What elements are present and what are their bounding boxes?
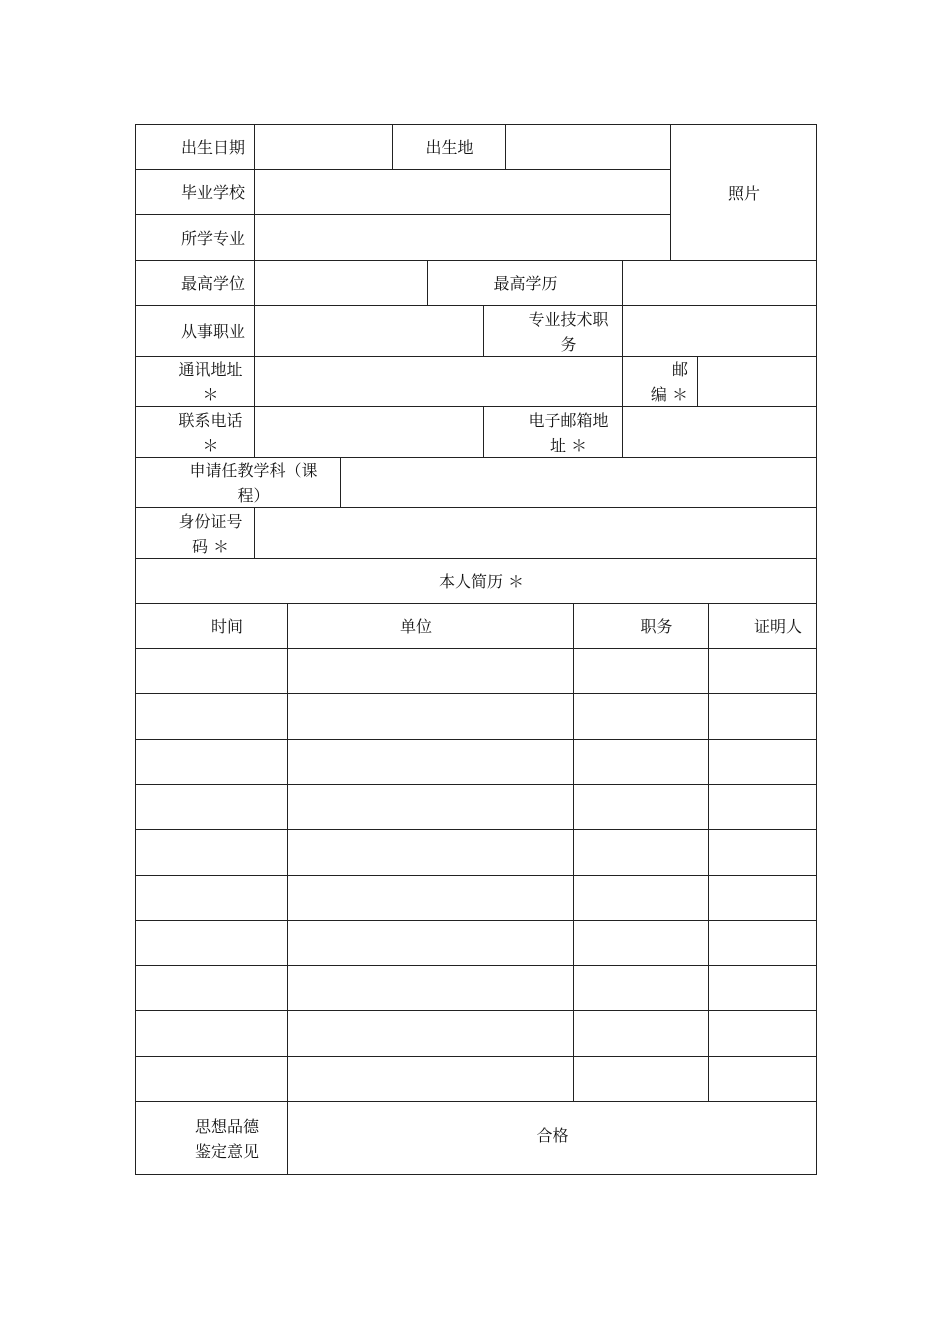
resume-cell-time[interactable] xyxy=(135,920,288,966)
resume-cell-time[interactable] xyxy=(135,739,288,785)
resume-cell-time[interactable] xyxy=(135,875,288,921)
field-phone[interactable] xyxy=(254,406,484,458)
resume-cell-witness[interactable] xyxy=(708,1056,817,1102)
field-occupation[interactable] xyxy=(254,305,484,357)
resume-cell-position[interactable] xyxy=(573,784,709,830)
field-teaching-subject[interactable] xyxy=(340,457,817,508)
field-birth-date[interactable] xyxy=(254,124,393,170)
resume-cell-unit[interactable] xyxy=(287,875,574,921)
resume-cell-unit[interactable] xyxy=(287,829,574,876)
resume-cell-position[interactable] xyxy=(573,829,709,876)
label-address: 通讯地址 ＊ xyxy=(135,356,255,407)
resume-cell-unit[interactable] xyxy=(287,920,574,966)
field-degree[interactable] xyxy=(254,260,428,306)
label-teaching-subject: 申请任教学科（课 程） xyxy=(135,457,341,508)
resume-cell-unit[interactable] xyxy=(287,965,574,1011)
label-professional-title: 专业技术职 务 xyxy=(483,305,623,357)
field-birth-place[interactable] xyxy=(505,124,671,170)
resume-cell-time[interactable] xyxy=(135,1056,288,1102)
resume-header-unit: 单位 xyxy=(287,603,574,649)
table-border-bottom xyxy=(135,1174,817,1175)
resume-cell-time[interactable] xyxy=(135,1010,288,1057)
resume-header-witness: 证明人 xyxy=(708,603,817,649)
resume-cell-unit[interactable] xyxy=(287,693,574,740)
resume-cell-position[interactable] xyxy=(573,875,709,921)
resume-cell-unit[interactable] xyxy=(287,784,574,830)
field-id-number[interactable] xyxy=(254,507,817,559)
resume-cell-unit[interactable] xyxy=(287,1010,574,1057)
resume-cell-position[interactable] xyxy=(573,648,709,694)
resume-cell-unit[interactable] xyxy=(287,739,574,785)
label-birth-place: 出生地 xyxy=(392,124,506,170)
resume-cell-time[interactable] xyxy=(135,648,288,694)
resume-cell-witness[interactable] xyxy=(708,784,817,830)
resume-cell-position[interactable] xyxy=(573,920,709,966)
resume-cell-time[interactable] xyxy=(135,965,288,1011)
resume-cell-witness[interactable] xyxy=(708,829,817,876)
field-major[interactable] xyxy=(254,214,671,261)
resume-cell-position[interactable] xyxy=(573,1010,709,1057)
resume-cell-position[interactable] xyxy=(573,1056,709,1102)
label-education: 最高学历 xyxy=(427,260,623,306)
label-degree: 最高学位 xyxy=(135,260,255,306)
label-id-number: 身份证号 码 ＊ xyxy=(135,507,255,559)
field-professional-title[interactable] xyxy=(622,305,817,357)
resume-header-position: 职务 xyxy=(573,603,709,649)
resume-title: 本人简历 ＊ xyxy=(135,558,817,604)
photo-box[interactable]: 照片 xyxy=(670,124,817,261)
table-border-right xyxy=(816,124,817,1175)
resume-cell-witness[interactable] xyxy=(708,693,817,740)
resume-cell-witness[interactable] xyxy=(708,965,817,1011)
field-school[interactable] xyxy=(254,169,671,215)
resume-cell-witness[interactable] xyxy=(708,648,817,694)
resume-cell-witness[interactable] xyxy=(708,1010,817,1057)
resume-cell-time[interactable] xyxy=(135,693,288,740)
resume-cell-time[interactable] xyxy=(135,829,288,876)
label-morality: 思想品德 鉴定意见 xyxy=(135,1101,288,1175)
resume-cell-position[interactable] xyxy=(573,965,709,1011)
field-postcode[interactable] xyxy=(697,356,817,407)
resume-header-time: 时间 xyxy=(135,603,288,649)
field-email[interactable] xyxy=(622,406,817,458)
resume-cell-witness[interactable] xyxy=(708,739,817,785)
resume-cell-unit[interactable] xyxy=(287,648,574,694)
resume-cell-witness[interactable] xyxy=(708,875,817,921)
resume-cell-time[interactable] xyxy=(135,784,288,830)
resume-cell-witness[interactable] xyxy=(708,920,817,966)
resume-cell-position[interactable] xyxy=(573,693,709,740)
resume-cell-position[interactable] xyxy=(573,739,709,785)
field-morality[interactable]: 合格 xyxy=(287,1101,817,1175)
label-email: 电子邮箱地 址 ＊ xyxy=(483,406,623,458)
label-postcode: 邮 编 ＊ xyxy=(622,356,698,407)
field-education[interactable] xyxy=(622,260,817,306)
label-major: 所学专业 xyxy=(135,214,255,261)
label-phone: 联系电话 ＊ xyxy=(135,406,255,458)
resume-cell-unit[interactable] xyxy=(287,1056,574,1102)
label-birth-date: 出生日期 xyxy=(135,124,255,170)
field-address[interactable] xyxy=(254,356,623,407)
label-school: 毕业学校 xyxy=(135,169,255,215)
label-occupation: 从事职业 xyxy=(135,305,255,357)
